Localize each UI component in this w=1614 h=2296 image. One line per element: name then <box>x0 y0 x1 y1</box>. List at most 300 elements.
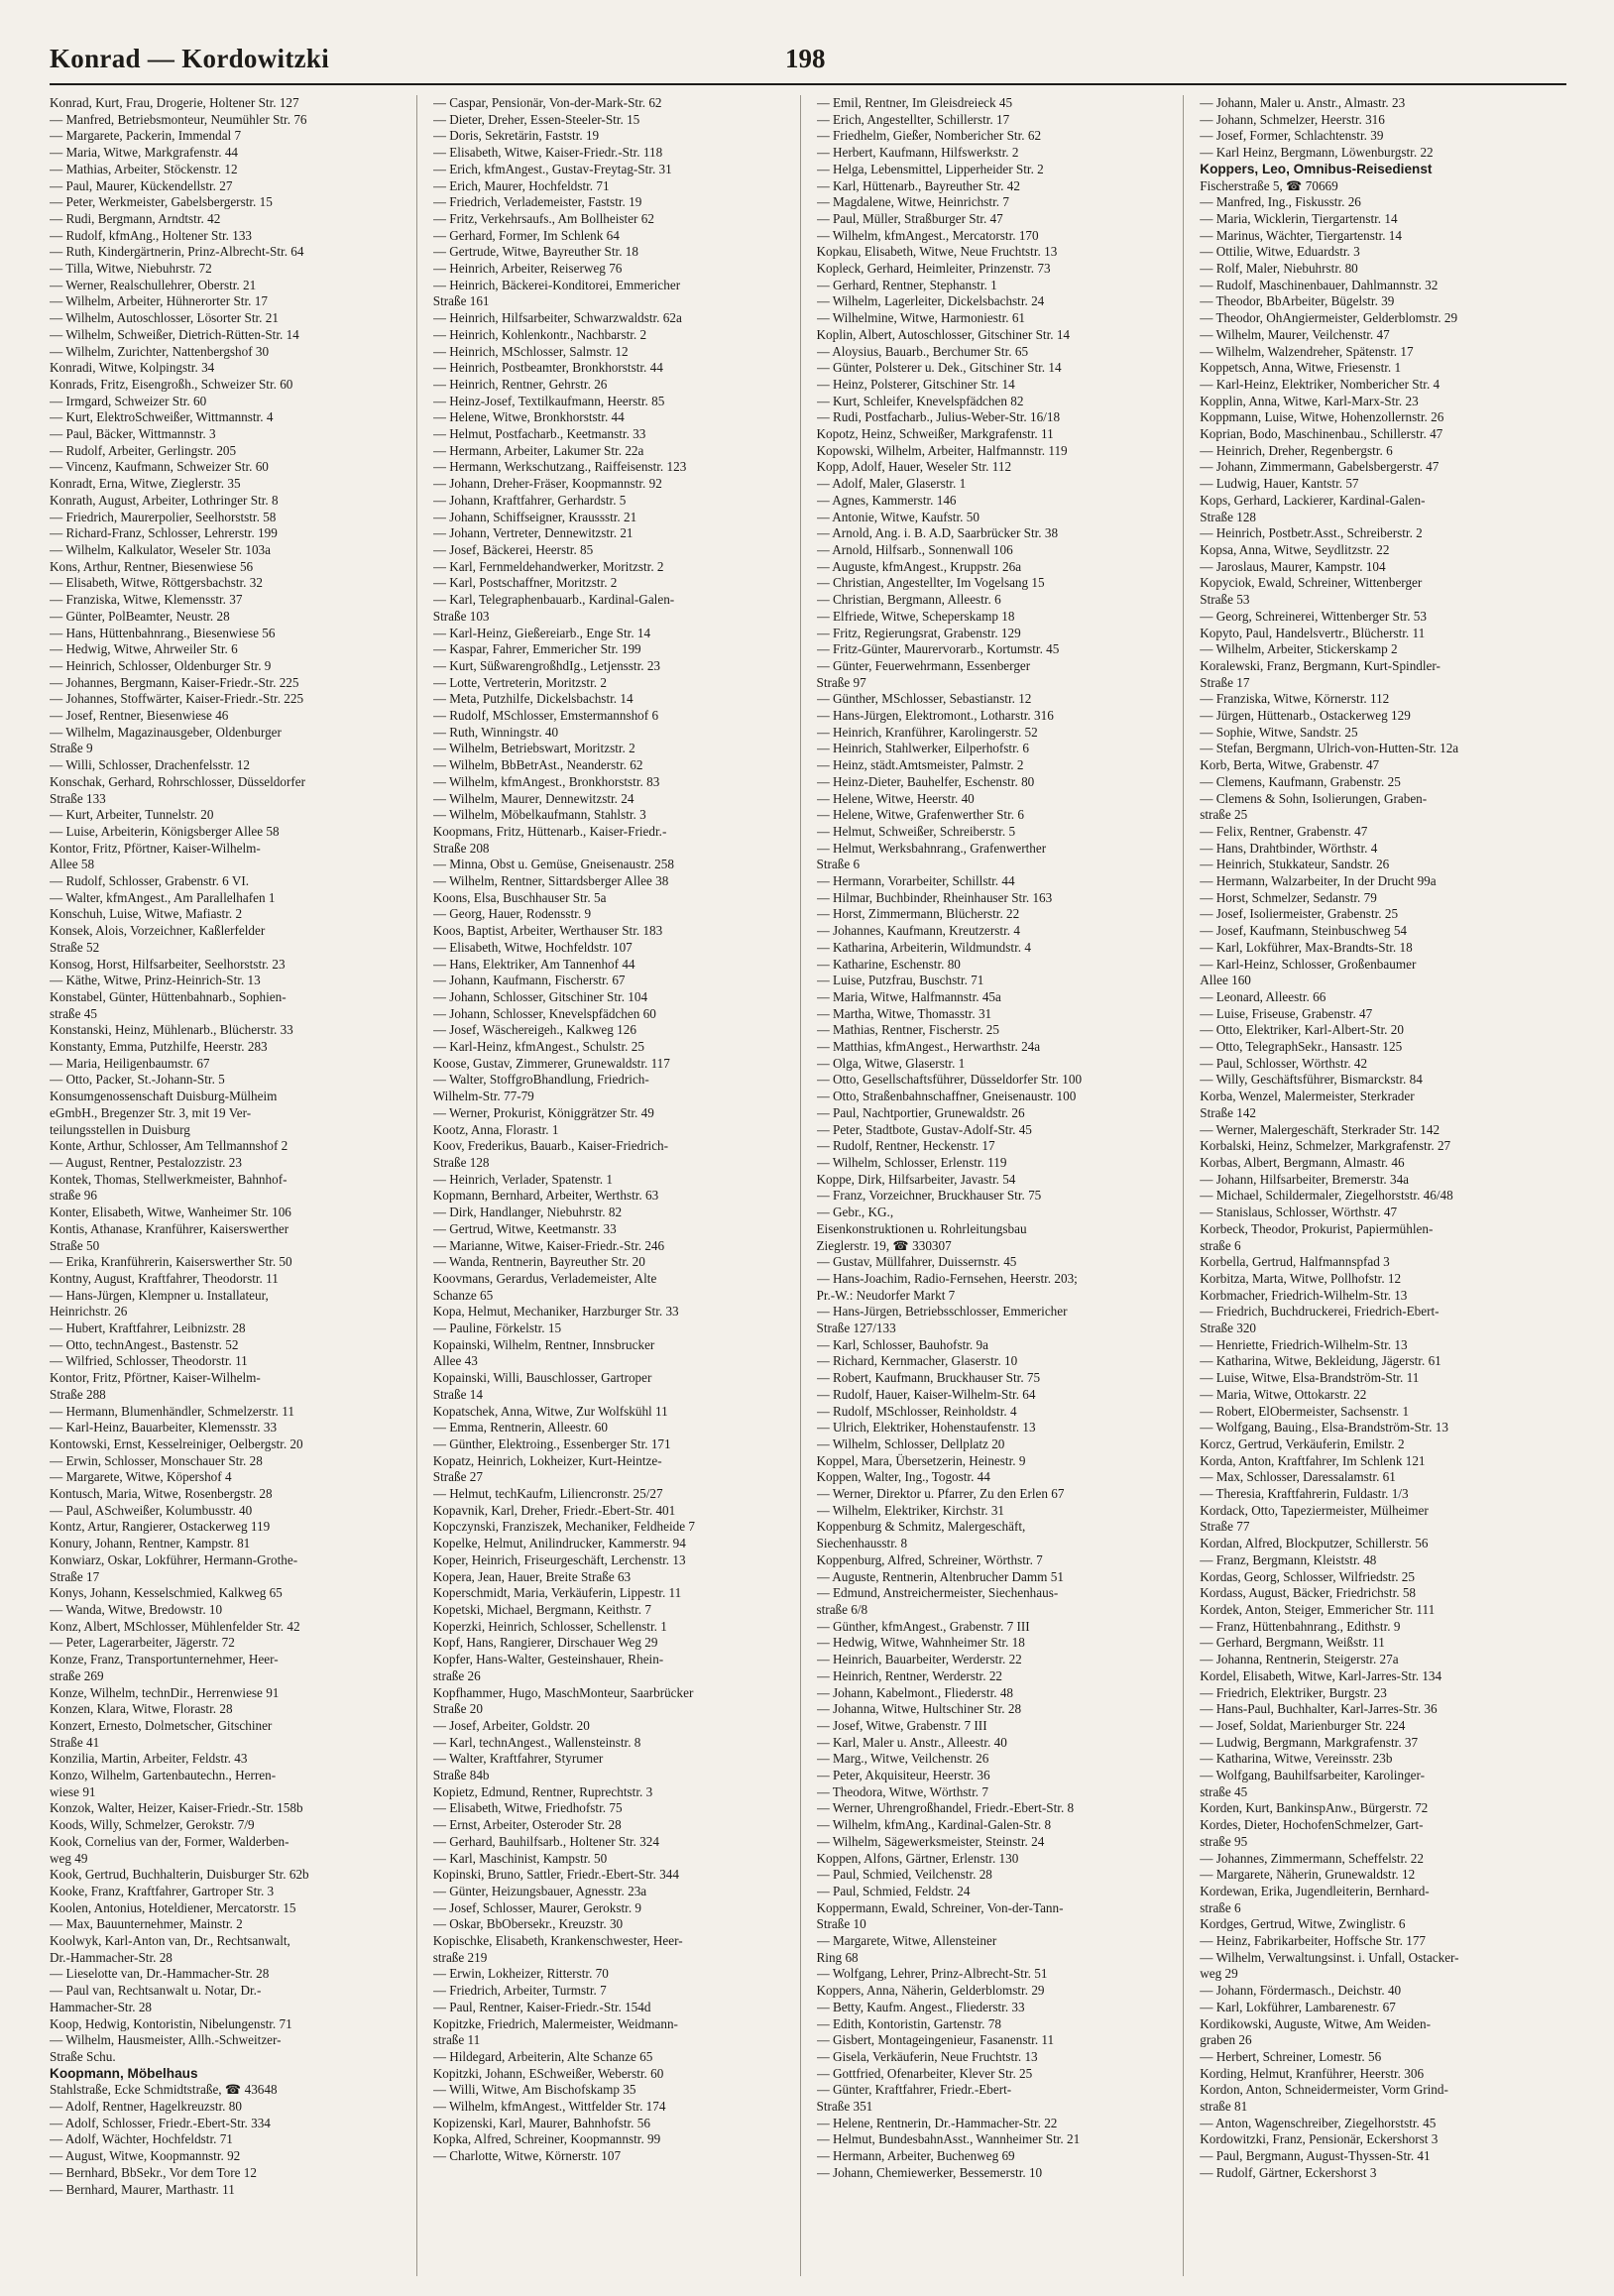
directory-entry: — Heinrich, MSchlosser, Salmstr. 12 <box>432 343 629 359</box>
directory-entry: — Günther, MSchlosser, Sebastianstr. 12 <box>816 691 1032 707</box>
directory-entry: — Otto, TelegraphSekr., Hansastr. 125 <box>1200 1039 1403 1055</box>
directory-entry: — Wilhelm, kfmAng., Kardinal-Galen-Str. 8 <box>816 1817 1052 1833</box>
directory-entry: — Adolf, Wächter, Hochfeldstr. 71 <box>50 2131 233 2147</box>
running-title: Konrad — Kordowitzki <box>50 44 330 73</box>
directory-entry: — Manfred, Betriebsmonteur, Neumühler Str. 76 <box>50 111 307 127</box>
directory-entry: Dr.-Hammacher-Str. 28 <box>50 1949 173 1965</box>
page-number: 198 <box>785 44 826 73</box>
directory-entry: — Rudolf, Gärtner, Eckershorst 3 <box>1200 2164 1377 2180</box>
directory-entry: — Heinrich, Stukkateur, Sandstr. 26 <box>1200 857 1390 872</box>
directory-entry: — Hans-Jürgen, Klempner u. Installateur, <box>50 1287 269 1303</box>
directory-entry: Korbas, Albert, Bergmann, Almastr. 46 <box>1200 1155 1405 1170</box>
directory-entry: wiese 91 <box>50 1783 96 1799</box>
directory-entry: Straße 9 <box>50 741 93 756</box>
directory-entry: — Gustav, Müllfahrer, Duissernstr. 45 <box>816 1254 1017 1270</box>
directory-entry: Kopyciok, Ewald, Schreiner, Wittenberger <box>1200 575 1423 591</box>
directory-entry: — Wilhelm, Möbelkaufmann, Stahlstr. 3 <box>432 807 646 823</box>
directory-entry: Straße 161 <box>432 293 490 309</box>
directory-entry: Kootz, Anna, Florastr. 1 <box>432 1121 559 1137</box>
directory-entry: — Johannes, Kaufmann, Kreutzerstr. 4 <box>816 923 1020 939</box>
directory-entry: Konschak, Gerhard, Rohrschlosser, Düsseldorfer <box>50 773 306 789</box>
directory-entry: — Helmut, BundesbahnAsst., Wannheimer Str. 21 <box>816 2131 1081 2147</box>
directory-entry: — Gerhard, Bauhilfsarb., Holtener Str. 324 <box>432 1833 659 1849</box>
directory-entry: — Ernst, Arbeiter, Osteroder Str. 28 <box>432 1817 622 1833</box>
directory-entry: — Johann, Hilfsarbeiter, Bremerstr. 34a <box>1200 1171 1410 1187</box>
directory-entry: Straße 127/133 <box>816 1320 896 1336</box>
directory-entry: Kopowski, Wilhelm, Arbeiter, Halfmannstr. 119 <box>816 442 1068 458</box>
directory-entry: — Kaspar, Fahrer, Emmericher Str. 199 <box>432 641 641 657</box>
directory-entry: — Gerhard, Bergmann, Weißstr. 11 <box>1200 1635 1385 1651</box>
directory-entry: Kopfer, Hans-Walter, Gesteinshauer, Rhein- <box>432 1652 664 1667</box>
directory-entry: straße 81 <box>1200 2099 1248 2115</box>
directory-entry: — Herbert, Schreiner, Lomestr. 56 <box>1200 2048 1382 2064</box>
directory-entry: — Otto, Gesellschaftsführer, Düsseldorfer Str. 100 <box>816 1072 1083 1088</box>
directory-entry: — Bernhard, BbSekr., Vor dem Tore 12 <box>50 2164 257 2180</box>
directory-entry: — Johann, Vertreter, Dennewitzstr. 21 <box>432 525 634 541</box>
directory-entry: — Josef, Soldat, Marienburger Str. 224 <box>1200 1717 1406 1733</box>
directory-entry: — Paul van, Rechtsanwalt u. Notar, Dr.- <box>50 1983 262 1999</box>
directory-entry: straße 45 <box>1200 1783 1248 1799</box>
directory-entry: Straße 128 <box>1200 509 1257 524</box>
directory-entry: — Hans-Jürgen, Elektromont., Lotharstr. 316 <box>816 708 1054 724</box>
directory-entry: — Wilhelm, BbBetrAst., Neanderstr. 62 <box>432 757 643 773</box>
directory-entry: Koppetsch, Anna, Witwe, Friesenstr. 1 <box>1200 360 1402 376</box>
directory-entry: Konzilia, Martin, Arbeiter, Feldstr. 43 <box>50 1751 248 1767</box>
directory-entry: — Mathias, Rentner, Fischerstr. 25 <box>816 1022 999 1038</box>
directory-entry: — Karl-Heinz, kfmAngest., Schulstr. 25 <box>432 1039 644 1055</box>
directory-entry: Kontor, Fritz, Pförtner, Kaiser-Wilhelm- <box>50 840 261 856</box>
directory-entry: — Rudolf, Hauer, Kaiser-Wilhelm-Str. 64 <box>816 1386 1036 1402</box>
directory-entry: — Lotte, Vertreterin, Moritzstr. 2 <box>432 674 607 690</box>
directory-entry: Straße 77 <box>1200 1519 1250 1535</box>
directory-entry: Koperzki, Heinrich, Schlosser, Schellenstr. 1 <box>432 1618 667 1634</box>
directory-entry: — Elisabeth, Witwe, Röttgersbachstr. 32 <box>50 575 263 591</box>
directory-entry: weg 29 <box>1200 1966 1238 1982</box>
directory-entry: weg 49 <box>50 1850 88 1866</box>
directory-entry: — Margarete, Witwe, Allensteiner <box>816 1933 997 1949</box>
directory-entry: — Franz, Hüttenbahnrang., Edithstr. 9 <box>1200 1618 1401 1634</box>
directory-entry: — Wilhelm, Lagerleiter, Dickelsbachstr. 24 <box>816 293 1045 309</box>
directory-entry: Ring 68 <box>816 1949 859 1965</box>
directory-entry: Kontusch, Maria, Witwe, Rosenbergstr. 28 <box>50 1486 273 1502</box>
directory-entry: Kopitzke, Friedrich, Malermeister, Weidmann- <box>432 2015 678 2031</box>
directory-entry: Konrath, August, Arbeiter, Lothringer Str. 8 <box>50 492 279 508</box>
directory-entry: Kopa, Helmut, Mechaniker, Harzburger Str. 33 <box>432 1304 679 1320</box>
directory-entry: Wilhelm-Str. 77-79 <box>432 1089 534 1104</box>
directory-entry: — Heinz, Fabrikarbeiter, Hoffsche Str. 177 <box>1200 1933 1427 1949</box>
directory-entry: — Marinus, Wächter, Tiergartenstr. 14 <box>1200 227 1402 243</box>
directory-entry: Korden, Kurt, BankinspAnw., Bürgerstr. 72 <box>1200 1800 1429 1816</box>
directory-entry: — Wilhelm, Schlosser, Erlenstr. 119 <box>816 1155 1007 1170</box>
directory-entry: Kopatschek, Anna, Witwe, Zur Wolfskühl 11 <box>432 1403 668 1419</box>
directory-entry: — Johann, Kraftfahrer, Gerhardstr. 5 <box>432 492 627 508</box>
directory-entry: — Martha, Witwe, Thomasstr. 31 <box>816 1005 992 1021</box>
directory-entry: Konter, Elisabeth, Witwe, Wanheimer Str. 106 <box>50 1205 291 1220</box>
directory-entry: — Johann, Schlosser, Gitschiner Str. 104 <box>432 988 648 1004</box>
directory-entry: Konte, Arthur, Schlosser, Am Tellmannshof 2 <box>50 1138 288 1154</box>
directory-entry: Straße 103 <box>432 608 490 624</box>
directory-entry: — Karl, Lokführer, Max-Brandts-Str. 18 <box>1200 939 1413 955</box>
directory-entry: — Hans, Drahtbinder, Wörthstr. 4 <box>1200 840 1378 856</box>
directory-entry: — Josef, Bäckerei, Heerstr. 85 <box>432 541 594 557</box>
directory-entry: — Karl, Maschinist, Kampstr. 50 <box>432 1850 608 1866</box>
directory-entry: — Walter, StoffgroBhandlung, Friedrich- <box>432 1072 649 1088</box>
directory-entry: Kordass, August, Bäcker, Friedrichstr. 58 <box>1200 1585 1417 1601</box>
directory-entry: straße 6 <box>1200 1899 1241 1915</box>
directory-entry: — Hermann, Blumenhändler, Schmelzerstr. 11 <box>50 1403 294 1419</box>
directory-entry: Straße 27 <box>432 1469 483 1485</box>
directory-entry: — Werner, Uhrengroßhandel, Friedr.-Ebert-Str. 8 <box>816 1800 1075 1816</box>
directory-entry: — Werner, Prokurist, Königgrätzer Str. 49 <box>432 1104 654 1120</box>
directory-entry: Kopleck, Gerhard, Heimleiter, Prinzenstr. 73 <box>816 261 1051 277</box>
directory-entry: Schanze 65 <box>432 1287 494 1303</box>
directory-entry: Straße 52 <box>50 939 100 955</box>
directory-entry: Koos, Baptist, Arbeiter, Werthauser Str. 183 <box>432 923 663 939</box>
directory-entry: Straße 133 <box>50 790 106 806</box>
directory-entry: — Josef, Rentner, Biesenwiese 46 <box>50 708 229 724</box>
directory-entry: — Günther, Elektroing., Essenberger Str. 171 <box>432 1435 671 1451</box>
directory-entry: — Robert, Kaufmann, Bruckhauser Str. 75 <box>816 1370 1041 1386</box>
directory-entry: — Kurt, ElektroSchweißer, Wittmannstr. 4 <box>50 409 274 425</box>
directory-entry: — Peter, Werkmeister, Gabelsbergerstr. 15 <box>50 194 273 210</box>
directory-entry: — Maria, Witwe, Ottokarstr. 22 <box>1200 1386 1367 1402</box>
directory-entry: — Wilhelm, Betriebswart, Moritzstr. 2 <box>432 741 635 756</box>
directory-entry: — Gottfried, Ofenarbeiter, Klever Str. 25 <box>816 2065 1033 2081</box>
directory-entry: — Luise, Witwe, Elsa-Brandström-Str. 11 <box>1200 1370 1420 1386</box>
directory-entry: — Otto, Packer, St.-Johann-Str. 5 <box>50 1072 225 1088</box>
directory-entry: — Maria, Witwe, Halfmannstr. 45a <box>816 988 1001 1004</box>
directory-entry: — Helmut, techKaufm, Liliencronstr. 25/27 <box>432 1486 663 1502</box>
directory-entry: — Antonie, Witwe, Kaufstr. 50 <box>816 509 980 524</box>
directory-entry: Kontis, Athanase, Kranführer, Kaiserswerther <box>50 1220 289 1236</box>
directory-entry: — Fritz, Verkehrsaufs., Am Bollheister 62 <box>432 210 654 226</box>
directory-entry: — Paul, Schmied, Feldstr. 24 <box>816 1883 971 1898</box>
directory-entry: Konzen, Klara, Witwe, Florastr. 28 <box>50 1701 233 1717</box>
directory-entry: Kordewan, Erika, Jugendleiterin, Bernhard- <box>1200 1883 1430 1898</box>
directory-entry: — Paul, ASchweißer, Kolumbusstr. 40 <box>50 1502 253 1518</box>
directory-entry: Koppen, Alfons, Gärtner, Erlenstr. 130 <box>816 1850 1019 1866</box>
directory-entry: Kooke, Franz, Kraftfahrer, Gartroper Str. 3 <box>50 1883 275 1898</box>
directory-entry: — Auguste, kfmAngest., Kruppstr. 26a <box>816 558 1022 574</box>
directory-entry: Koppers, Anna, Näherin, Gelderblomstr. 29 <box>816 1983 1045 1999</box>
directory-entry: Konzert, Ernesto, Dolmetscher, Gitschiner <box>50 1717 273 1733</box>
directory-entry: — Hans-Joachim, Radio-Fernsehen, Heerstr. 203; <box>816 1270 1078 1286</box>
directory-entry: — Gebr., KG., <box>816 1205 894 1220</box>
directory-entry: — Otto, Elektriker, Karl-Albert-Str. 20 <box>1200 1022 1404 1038</box>
directory-entry: — Hubert, Kraftfahrer, Leibnizstr. 28 <box>50 1320 246 1336</box>
directory-entry: Kopainski, Wilhelm, Rentner, Innsbrucker <box>432 1336 655 1352</box>
directory-entry: — Elisabeth, Witwe, Hochfeldstr. 107 <box>432 939 633 955</box>
directory-entry: — Maria, Wicklerin, Tiergartenstr. 14 <box>1200 210 1398 226</box>
directory-entry: — Karl-Heinz, Elektriker, Nombericher Str. 4 <box>1200 376 1441 392</box>
directory-entry: Kopkau, Elisabeth, Witwe, Neue Fruchtstr. 13 <box>816 244 1058 260</box>
directory-entry: — Hedwig, Witwe, Ahrweiler Str. 6 <box>50 641 238 657</box>
directory-entry: — Heinz, Polsterer, Gitschiner Str. 14 <box>816 376 1015 392</box>
directory-entry: Koovmans, Gerardus, Verlademeister, Alte <box>432 1270 657 1286</box>
directory-entry: Koppermann, Ewald, Schreiner, Von-der-Tann- <box>816 1899 1064 1915</box>
directory-entry: — Heinrich, Postbeamter, Bronkhorststr. 44 <box>432 360 663 376</box>
directory-entry: — Erich, Maurer, Hochfeldstr. 71 <box>432 177 610 193</box>
column-4 <box>1200 95 1566 2276</box>
directory-entry: — Wilhelmine, Witwe, Harmoniestr. 61 <box>816 310 1026 326</box>
directory-entry: — Johann, Zimmermann, Gabelsbergerstr. 47 <box>1200 459 1440 475</box>
directory-entry: Koov, Frederikus, Bauarb., Kaiser-Friedrich- <box>432 1138 669 1154</box>
directory-entry: — Josef, Isoliermeister, Grabenstr. 25 <box>1200 906 1399 922</box>
directory-entry: Straße 142 <box>1200 1104 1257 1120</box>
directory-entry: Zieglerstr. 19, ☎ 330307 <box>816 1237 952 1253</box>
directory-entry: Kordikowski, Auguste, Witwe, Am Weiden- <box>1200 2015 1431 2031</box>
directory-entry: — Peter, Akquisiteur, Heerstr. 36 <box>816 1768 990 1783</box>
directory-entry: Konstanty, Emma, Putzhilfe, Heerstr. 283 <box>50 1039 268 1055</box>
directory-entry: — Werner, Direktor u. Pfarrer, Zu den Erlen 67 <box>816 1486 1065 1502</box>
directory-entry: — Tilla, Witwe, Niebuhrstr. 72 <box>50 261 212 277</box>
directory-entry: — Erika, Kranführerin, Kaiserswerther Str. 50 <box>50 1254 292 1270</box>
directory-entry: — Robert, ElObermeister, Sachsenstr. 1 <box>1200 1403 1410 1419</box>
directory-entry: — Wilhelm, Elektriker, Kirchstr. 31 <box>816 1502 1005 1518</box>
directory-entry: Straße 10 <box>816 1916 866 1932</box>
directory-entry: — Johann, Schlosser, Knevelspfädchen 60 <box>432 1005 656 1021</box>
directory-entry: — Wanda, Witwe, Bredowstr. 10 <box>50 1601 223 1617</box>
directory-entry: Straße 288 <box>50 1386 106 1402</box>
directory-entry: Konradt, Erna, Witwe, Zieglerstr. 35 <box>50 476 241 492</box>
directory-entry: — Christian, Bergmann, Alleestr. 6 <box>816 592 1001 608</box>
directory-entry: — Marg., Witwe, Veilchenstr. 26 <box>816 1751 989 1767</box>
directory-entry: — Heinrich, Dreher, Regenbergstr. 6 <box>1200 442 1393 458</box>
directory-entry: — Clemens, Kaufmann, Grabenstr. 25 <box>1200 773 1401 789</box>
directory-entry: straße 219 <box>432 1949 488 1965</box>
directory-entry: — Heinrich, Stahlwerker, Eilperhofstr. 6 <box>816 741 1029 756</box>
directory-entry: — Sophie, Witwe, Sandstr. 25 <box>1200 724 1358 740</box>
directory-entry: — Heinrich, Schlosser, Oldenburger Str. 9 <box>50 657 272 673</box>
directory-entry: — Theresia, Kraftfahrerin, Fuldastr. 1/3 <box>1200 1486 1409 1502</box>
directory-entry: — Pauline, Förkelstr. 15 <box>432 1320 562 1336</box>
directory-entry: — Paul, Schmied, Veilchenstr. 28 <box>816 1867 992 1883</box>
directory-entry: Koop, Hedwig, Kontoristin, Nibelungenstr. 71 <box>50 2015 292 2031</box>
directory-entry: — Horst, Schmelzer, Sedanstr. 79 <box>1200 889 1377 905</box>
column-3 <box>817 95 1185 2276</box>
directory-entry: Kopotz, Heinz, Schweißer, Markgrafenstr. 11 <box>816 426 1054 442</box>
directory-entry: Konys, Johann, Kesselschmied, Kalkweg 65 <box>50 1585 283 1601</box>
directory-entry: Koopmans, Fritz, Hüttenarb., Kaiser-Friedr.- <box>432 823 667 839</box>
directory-entry: Kopfhammer, Hugo, MaschMonteur, Saarbrücker <box>432 1684 694 1700</box>
directory-entry: — Margarete, Packerin, Immendal 7 <box>50 128 242 144</box>
directory-entry: — Felix, Rentner, Grabenstr. 47 <box>1200 823 1368 839</box>
directory-entry: — Gisbert, Montageingenieur, Fasanenstr. 11 <box>816 2032 1055 2048</box>
directory-entry: — Günter, Polsterer u. Dek., Gitschiner Str. 14 <box>816 360 1062 376</box>
directory-entry: — Caspar, Pensionär, Von-der-Mark-Str. 62 <box>432 95 662 110</box>
directory-entry: — Peter, Stadtbote, Gustav-Adolf-Str. 45 <box>816 1121 1032 1137</box>
directory-entry: Kordges, Gertrud, Witwe, Zwinglistr. 6 <box>1200 1916 1406 1932</box>
directory-entry: — Ludwig, Hauer, Kantstr. 57 <box>1200 476 1359 492</box>
directory-entry: — Günter, Heizungsbauer, Agnesstr. 23a <box>432 1883 647 1898</box>
directory-entry: Koperschmidt, Maria, Verkäuferin, Lippestr. 11 <box>432 1585 682 1601</box>
directory-entry: Straße 97 <box>816 674 866 690</box>
directory-entry: — Matthias, kfmAngest., Herwarthstr. 24a <box>816 1039 1041 1055</box>
directory-entry: Koolen, Antonius, Hoteldiener, Mercatorstr. 15 <box>50 1899 296 1915</box>
directory-entry: — Maria, Heiligenbaumstr. 67 <box>50 1055 210 1071</box>
directory-entry: — Kurt, Schleifer, Knevelspfädchen 82 <box>816 393 1024 408</box>
directory-entry: — Josef, Witwe, Grabenstr. 7 III <box>816 1717 987 1733</box>
directory-entry: Koolwyk, Karl-Anton van, Dr., Rechtsanwalt, <box>50 1933 290 1949</box>
directory-entry: Kopelke, Helmut, Anilindrucker, Kammerstr. 94 <box>432 1536 686 1551</box>
directory-entry: — Hermann, Vorarbeiter, Schillstr. 44 <box>816 873 1015 889</box>
directory-entry: — Hans, Hüttenbahnrang., Biesenwiese 56 <box>50 625 276 640</box>
directory-entry: Kopczynski, Franziszek, Mechaniker, Feldheide 7 <box>432 1519 695 1535</box>
directory-entry: Kordek, Anton, Steiger, Emmericher Str. 111 <box>1200 1601 1436 1617</box>
directory-entry: — Elfriede, Witwe, Schepersk​amp 18 <box>816 608 1015 624</box>
directory-entry: — Katharina, Witwe, Vereinsstr. 23b <box>1200 1751 1393 1767</box>
directory-entry: — Max, Schlosser, Daressalamstr. 61 <box>1200 1469 1396 1485</box>
directory-entry: — Emma, Rentnerin, Alleestr. 60 <box>432 1420 608 1435</box>
directory-entry: — Gertrud, Witwe, Keetmanstr. 33 <box>432 1220 617 1236</box>
directory-entry: Allee 43 <box>432 1353 478 1369</box>
directory-entry: Straße 320 <box>1200 1320 1257 1336</box>
directory-entry: Koons, Elsa, Buschhauser Str. 5a <box>432 889 607 905</box>
directory-entry: — Otto, Straßenbahnschaffner, Gneisenaustr. 100 <box>816 1089 1077 1104</box>
directory-entry: Kook, Cornelius van der, Former, Walderben- <box>50 1833 289 1849</box>
directory-entry: Koppmann, Luise, Witwe, Hohenzollernstr. 26 <box>1200 409 1444 425</box>
directory-entry: — Hans-Jürgen, Betriebsschlosser, Emmericher <box>816 1304 1068 1320</box>
directory-entry: Konwiarz, Oskar, Lokführer, Hermann-Grothe- <box>50 1551 298 1567</box>
directory-entry: — Willi, Witwe, Am Bischofskamp 35 <box>432 2082 636 2098</box>
directory-entry: — Josef, Kaufmann, Steinbuschweg 54 <box>1200 923 1408 939</box>
directory-entry: — Günter, Feuerwehrmann, Essenberger <box>816 657 1031 673</box>
directory-entry: Straße 53 <box>1200 592 1250 608</box>
directory-entry: — Helmut, Postfacharb., Keetmanstr. 33 <box>432 426 646 442</box>
directory-entry: Korbella, Gertrud, Halfmannspfad 3 <box>1200 1254 1390 1270</box>
directory-entry: Allee 160 <box>1200 973 1251 988</box>
directory-entry: — Hermann, Walzarbeiter, In der Drucht 99a <box>1200 873 1437 889</box>
directory-entry: — Johann, Fördermasch., Deichstr. 40 <box>1200 1983 1402 1999</box>
directory-entry: Kopsa, Anna, Witwe, Seydlitzstr. 22 <box>1200 541 1390 557</box>
directory-entry: — Paul, Schlosser, Wörthstr. 42 <box>1200 1055 1368 1071</box>
directory-entry: Korcz, Gertrud, Verkäuferin, Emilstr. 2 <box>1200 1435 1405 1451</box>
directory-entry: Kopatz, Heinrich, Lokheizer, Kurt-Heintze- <box>432 1452 662 1468</box>
directory-entry: — Karl, Fernmeldehandwerker, Moritzstr. 2 <box>432 558 664 574</box>
directory-entry: Eisenkonstruktionen u. Rohrleitungsbau <box>816 1220 1027 1236</box>
directory-entry: — Johann, Schmelzer, Heerstr. 316 <box>1200 111 1385 127</box>
directory-entry: — Hermann, Werkschutzang., Raiffeisenstr. 123 <box>432 459 687 475</box>
directory-entry: — Heinrich, Bäckerei-Konditorei, Emmericher <box>432 277 681 292</box>
directory-entry: — Hildegard, Arbeiterin, Alte Schanze 65 <box>432 2048 653 2064</box>
directory-entry: Konsog, Horst, Hilfsarbeiter, Seelhorststr. 23 <box>50 956 286 972</box>
directory-entry: — Franziska, Witwe, Körnerstr. 112 <box>1200 691 1390 707</box>
directory-entry: — Heinz-Dieter, Bauhelfer, Eschenstr. 80 <box>816 773 1035 789</box>
directory-entry: — Paul, Bäcker, Wittmannstr. 3 <box>50 426 216 442</box>
directory-entry: Koppenburg & Schmitz, Malergeschäft, <box>816 1519 1026 1535</box>
directory-entry: — Wilhelm, Hausmeister, Allh.-Schweitzer- <box>50 2032 282 2048</box>
directory-entry: — Rolf, Maler, Niebuhrstr. 80 <box>1200 261 1358 277</box>
directory-entry: — Fritz-Günter, Maurervorarb., Kortumstr. 45 <box>816 641 1060 657</box>
directory-entry: — Stanislaus, Schlosser, Wörthstr. 47 <box>1200 1205 1398 1220</box>
directory-entry: — Josef, Wäschereigeh., Kalkweg 126 <box>432 1022 636 1038</box>
directory-entry: — Katharina, Arbeiterin, Wildmundstr. 4 <box>816 939 1031 955</box>
directory-entry: eGmbH., Bregenzer Str. 3, mit 19 Ver- <box>50 1104 252 1120</box>
directory-entry: Kopera, Jean, Hauer, Breite Straße 63 <box>432 1568 632 1584</box>
directory-entry: — Josef, Schlosser, Maurer, Gerokstr. 9 <box>432 1899 642 1915</box>
directory-entry: — Franz, Bergmann, Kleiststr. 48 <box>1200 1551 1377 1567</box>
directory-entry: — Wilhelm, Arbeiter, Stickerskamp 2 <box>1200 641 1398 657</box>
directory-entry: — Theodor, OhAngiermeister, Gelderblomstr. 29 <box>1200 310 1458 326</box>
directory-entry: Kontek, Thomas, Stellwerkmeister, Bahnhof- <box>50 1171 288 1187</box>
directory-entry: — Wilhelm, Kalkulator, Weseler Str. 103a <box>50 541 271 557</box>
directory-entry: — Günter, PolBeamter, Neustr. 28 <box>50 608 230 624</box>
directory-entry: — Helmut, Schweißer, Schreiberstr. 5 <box>816 823 1016 839</box>
directory-entry: straße 6 <box>1200 1237 1241 1253</box>
directory-entry: — Erich, kfmAngest., Gustav-Freytag-Str. 31 <box>432 161 672 176</box>
directory-entry: — Helene, Rentnerin, Dr.-Hammacher-Str. 22 <box>816 2115 1058 2130</box>
directory-entry: — Heinrich, Verlader, Spatenstr. 1 <box>432 1171 613 1187</box>
directory-entry: Konze, Wilhelm, technDir., Herrenwiese 91 <box>50 1684 280 1700</box>
directory-entry: — Helene, Witwe, Grafenwerther Str. 6 <box>816 807 1024 823</box>
directory-entry: — Werner, Malergeschäft, Sterkrader Str. 142 <box>1200 1121 1441 1137</box>
directory-entry: straße 6/8 <box>816 1601 868 1617</box>
directory-entry: Fischerstraße 5, ☎ 70669 <box>1200 177 1338 193</box>
directory-entry: Korbeck, Theodor, Prokurist, Papiermühlen- <box>1200 1220 1434 1236</box>
directory-entry: — Helene, Witwe, Bronkhorststr. 44 <box>432 409 625 425</box>
directory-entry: Korbalski, Heinz, Schmelzer, Markgrafenstr. 27 <box>1200 1138 1451 1154</box>
directory-entry: — Fritz, Regierungsrat, Grabenstr. 129 <box>816 625 1021 640</box>
directory-entry: — Hedwig, Witwe, Wahnheimer Str. 18 <box>816 1635 1025 1651</box>
directory-entry: — Adolf, Maler, Glaserstr. 1 <box>816 476 967 492</box>
directory-entry: Kordel, Elisabeth, Witwe, Karl-Jarres-Str. 134 <box>1200 1667 1442 1683</box>
directory-entry: — Ruth, Winningstr. 40 <box>432 724 559 740</box>
directory-entry: — Wilhelm, Sägewerksmeister, Steinstr. 24 <box>816 1833 1045 1849</box>
directory-entry: — Michael, Schildermaler, Ziegelhorststr. 46/48 <box>1200 1188 1453 1204</box>
directory-entry: Kopka, Alfred, Schreiner, Koopmannstr. 99 <box>432 2131 661 2147</box>
directory-entry: — Karl Heinz, Bergmann, Löwenburgstr. 22 <box>1200 145 1434 161</box>
directory-entry: — Adolf, Schlosser, Friedr.-Ebert-Str. 334 <box>50 2115 271 2130</box>
directory-entry: — Hermann, Arbeiter, Buchenweg 69 <box>816 2148 1015 2164</box>
directory-entry: — Erwin, Schlosser, Monschauer Str. 28 <box>50 1452 263 1468</box>
directory-entry: — Paul, Maurer, Kückendellstr. 27 <box>50 177 233 193</box>
directory-entry: Heinrichstr. 26 <box>50 1304 128 1320</box>
directory-entry: — Georg, Hauer, Rodensstr. 9 <box>432 906 592 922</box>
directory-entry: — Heinz-Josef, Textilkaufmann, Heerstr. 85 <box>432 393 665 408</box>
directory-entry: — Wolfgang, Bauing., Elsa-Brandström-Str. 13 <box>1200 1420 1448 1435</box>
directory-entry: — Betty, Kaufm. Angest., Fliederstr. 33 <box>816 1999 1025 2014</box>
directory-entry: Kopetski, Michael, Bergmann, Keithstr. 7 <box>432 1601 651 1617</box>
directory-entry: — Heinrich, Arbeiter, Reiserweg 76 <box>432 261 623 277</box>
directory-entry: Kopietz, Edmund, Rentner, Ruprechtstr. 3 <box>432 1783 653 1799</box>
directory-entry: Korb, Berta, Witwe, Grabenstr. 47 <box>1200 757 1380 773</box>
directory-entry: — Anton, Wagenschreiber, Ziegelhorststr. 45 <box>1200 2115 1437 2130</box>
directory-entry: Koppenburg, Alfred, Schreiner, Wörthstr. 7 <box>816 1551 1043 1567</box>
directory-entry: — Rudolf, Schlosser, Grabenstr. 6 VI. <box>50 873 250 889</box>
directory-entry: — Wolfgang, Bauhilfsarbeiter, Karolinger- <box>1200 1768 1426 1783</box>
directory-entry: Kording, Helmut, Kranführer, Heerstr. 306 <box>1200 2065 1425 2081</box>
directory-entry: — Wanda, Rentnerin, Bayreuther Str. 20 <box>432 1254 645 1270</box>
column-1 <box>50 95 417 2276</box>
directory-entry: — Franz, Vorzeichner, Bruckhauser Str. 75 <box>816 1188 1042 1204</box>
directory-entry: — Willi, Schlosser, Drachenfelsstr. 12 <box>50 757 250 773</box>
directory-entry: — Dirk, Handlanger, Niebuhrstr. 82 <box>432 1205 623 1220</box>
directory-entry: — Doris, Sekretärin, Faststr. 19 <box>432 128 600 144</box>
directory-entry: — Margarete, Witwe, Köpershof 4 <box>50 1469 232 1485</box>
directory-entry: — Elisabeth, Witwe, Kaiser-Friedr.-Str. 118 <box>432 145 663 161</box>
directory-entry: — Auguste, Rentnerin, Altenbrucher Damm 51 <box>816 1568 1064 1584</box>
directory-entry: — Paul, Rentner, Kaiser-Friedr.-Str. 154d <box>432 1999 651 2014</box>
directory-entry: — Friedrich, Maurerpolier, Seelhorststr. 58 <box>50 509 277 524</box>
directory-entry: Kopizenski, Karl, Maurer, Bahnhofstr. 56 <box>432 2115 650 2130</box>
directory-entry: Konsumgenossenschaft Duisburg-Mülheim <box>50 1089 278 1104</box>
directory-entry: — Heinz, städt.Amtsmeister, Palmstr. 2 <box>816 757 1024 773</box>
page-header <box>50 44 1566 85</box>
directory-entry: — Rudolf, Arbeiter, Gerlingstr. 205 <box>50 442 237 458</box>
directory-entry: — Arnold, Ang. i. B. A.D, Saarbrücker Str. 38 <box>816 525 1059 541</box>
directory-entry: straße 269 <box>50 1667 104 1683</box>
directory-entry: — Johannes, Bergmann, Kaiser-Friedr.-Str. 225 <box>50 674 299 690</box>
